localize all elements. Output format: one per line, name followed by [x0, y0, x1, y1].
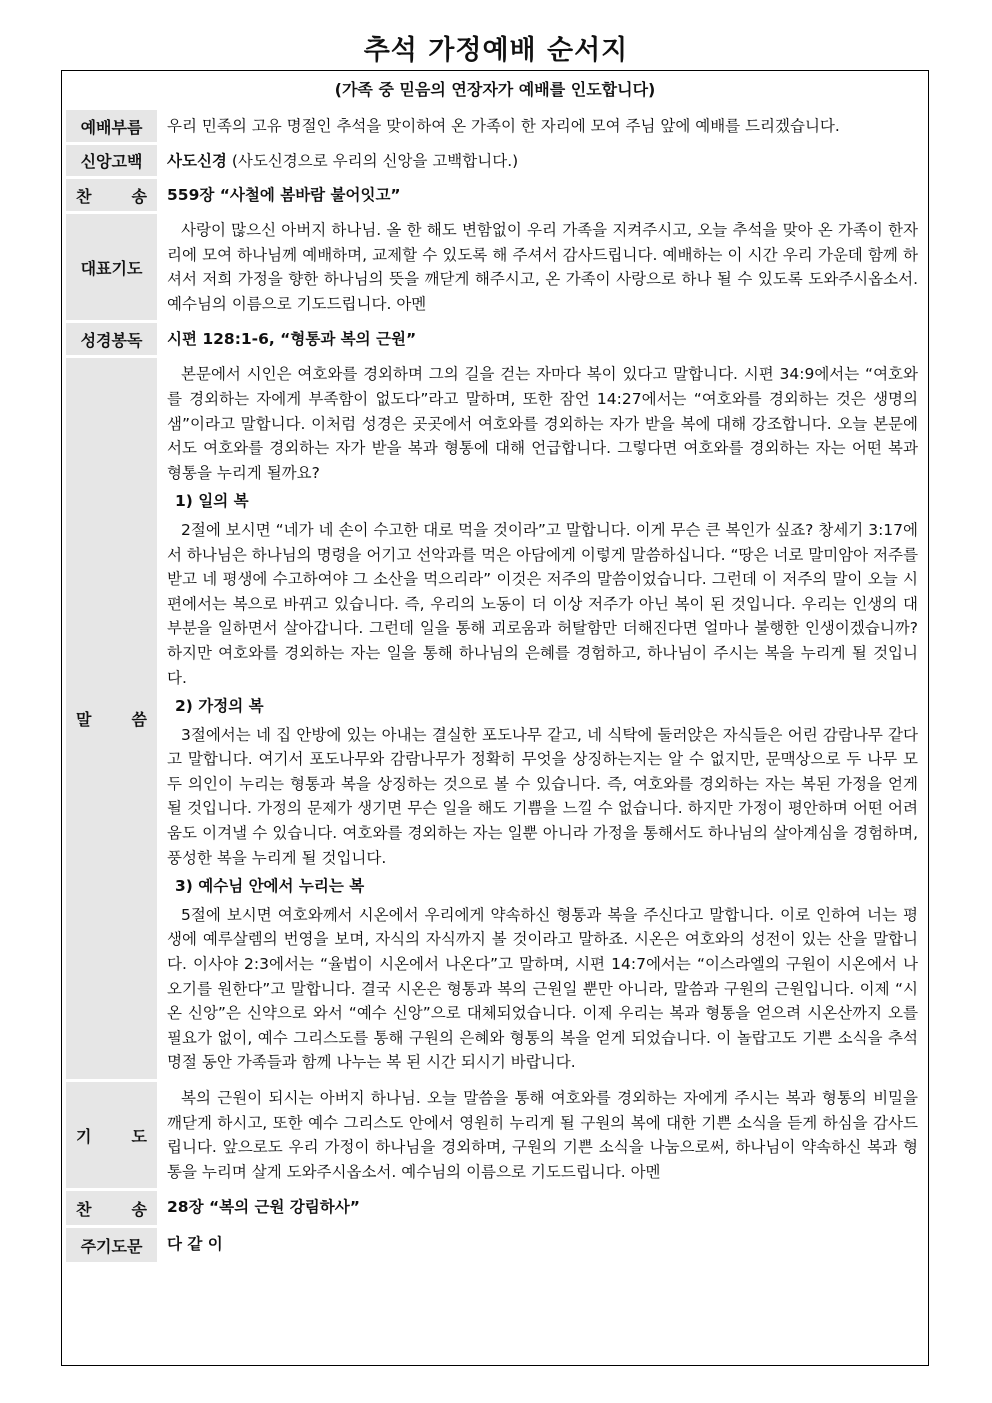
- row-creed: [66, 145, 924, 176]
- row-hymn-2: [66, 1191, 924, 1225]
- section-text: 3절에서는 네 집 안방에 있는 아내는 결실한 포도나무 같고, 네 식탁에 둘러앉은 자식들은 어린 감람나무 같다고 말합니다. 여기서 포도나무와 감람나무가 정확히 무엇을 상징하는지는 알 수 없지만, 문맥상으로 두 나무 모두 의인이 누리는 형통과 복을 상징하는 것으로 볼 수 있습니다. 즉, 여호와를 경외하는 자는 복된 가정을 얻게 될 것입니다. 가정의 문제가 생기면 무슨 일을 해도 기쁨을 느낄 수 없습니다. 하지만 가정이 평안하며 어떤 어려움도 이겨낼 수 있습니다. 여호와를 경외하는 자는 일뿐 아니라 가정을 통해서도 하나님의 살아계심을 경험하며, 풍성한 복을 누리게 될 것입니다.: [167, 725, 918, 867]
- row-label: 성경봉독: [66, 323, 157, 355]
- creed-note: (사도신경으로 우리의 신앙을 고백합니다.): [226, 152, 519, 170]
- label-char: 기: [76, 1126, 92, 1146]
- row-label: 대표기도: [66, 214, 157, 320]
- row-content: 559장 “사철에 봄바람 불어잇고”: [167, 186, 401, 204]
- label-char: 찬: [76, 1199, 92, 1219]
- label-char: 송: [131, 1199, 147, 1219]
- label-char: 찬: [76, 186, 92, 206]
- label-char: 도: [131, 1126, 147, 1146]
- row-label: [66, 179, 157, 211]
- row-sermon: [66, 358, 924, 1079]
- label-char: 말: [76, 710, 92, 730]
- label-char: 씀: [131, 710, 147, 730]
- row-hymn-1: [66, 179, 924, 211]
- row-lords-prayer: [66, 1228, 924, 1262]
- section-text: 5절에 보시면 여호와께서 시온에서 우리에게 약속하신 형통과 복을 주신다고 말합니다. 이로 인하여 너는 평생에 예루살렘의 번영을 보며, 자식의 자식까지 볼 것이라고 말하죠. 시온은 여호와의 성전이 있는 산을 말합니다. 이사야 2:3에서는 “율법이 시온에서 나온다”고 말하며, 시편 14:7에서는 “이스라엘의 구원이 시온에서 나오기를 원한다”고 말합니다. 결국 시온은 형통과 복의 근원일 뿐만 아니라, 말씀과 구원의 근원입니다. 이제 “시온 신앙”은 신약으로 와서 “예수 신앙”으로 대체되었습니다. 이제 우리는 복과 형통을 얻으려 시온산까지 오를 필요가 없이, 예수 그리스도를 통해 구원의 은혜와 형통의 복을 얻게 되었습니다. 이 놀랍고도 기쁜 소식을 추석 명절 동안 가족들과 함께 나누는 복 된 시간 되시기 바랍니다.: [167, 905, 918, 1072]
- row-content: 복의 근원이 되시는 아버지 하나님. 오늘 말씀을 통해 여호와를 경외하는 자에게 주시는 복과 형통의 비밀을 깨닫게 하시고, 또한 예수 그리스도 안에서 영원히 누리게 될 구원의 복에 대한 기쁜 소식을 듣게 하심을 감사드립니다. 앞으로도 우리 가정이 하나님을 경외하며, 구원의 기쁜 소식을 나눔으로써, 하나님이 약속하신 복과 형통을 누리며 살게 도와주시옵소서. 예수님의 이름으로 기도드립니다. 아멘: [167, 1089, 918, 1181]
- row-content: 사랑이 많으신 아버지 하나님. 올 한 해도 변함없이 우리 가족을 지켜주시고, 오늘 추석을 맞아 온 가족이 한자리에 모여 하나님께 예배하며, 교제할 수 있도록 해 주셔서 감사드립니다. 예배하는 이 시간 우리 가운데 함께 하셔서 저희 가정을 향한 하나님의 뜻을 깨닫게 해주시고, 온 가족이 사랑으로 하나 될 수 있도록 도와주시옵소서. 예수님의 이름으로 기도드립니다. 아멘: [167, 221, 918, 313]
- row-label: [66, 1082, 157, 1188]
- row-label: 신앙고백: [66, 145, 157, 176]
- row-content: 28장 “복의 근원 강림하사”: [167, 1198, 360, 1217]
- row-prayer: [66, 1082, 924, 1188]
- row-content: 시편 128:1-6, “형통과 복의 근원”: [167, 330, 417, 349]
- row-label: 예배부름: [66, 110, 157, 142]
- row-call-to-worship: [66, 110, 924, 142]
- row-content: 우리 민족의 고유 명절인 추석을 맞이하여 온 가족이 한 자리에 모여 주님 앞에 예배를 드리겠습니다.: [167, 117, 840, 135]
- label-char: 송: [131, 186, 147, 206]
- subtitle: (가족 중 믿음의 연장자가 예배를 인도합니다): [334, 80, 656, 99]
- section-heading: 3) 예수님 안에서 누리는 복: [175, 877, 365, 896]
- section-heading: 2) 가정의 복: [175, 697, 264, 716]
- section-heading: 1) 일의 복: [175, 492, 249, 511]
- row-representative-prayer: [66, 214, 924, 320]
- sermon-intro: 본문에서 시인은 여호와를 경외하며 그의 길을 걷는 자마다 복이 있다고 말합니다. 시편 34:9에서는 “여호와를 경외하는 자에게 부족함이 없도다”라고 말하며, 또한 잠언 14:27에서는 “여호와를 경외하는 것은 생명의 샘”이라고 말합니다. 이처럼 성경은 곳곳에서 여호와를 경외하는 자가 받을 복에 대해 강조합니다. 오늘 본문에서도 여호와를 경외하는 자가 받을 복과 형통에 대해 언급합니다. 그렇다면 여호와를 경외하는 자는 어떤 복과 형통을 누리게 될까요?: [167, 365, 918, 482]
- row-content: 다 같 이: [167, 1235, 223, 1254]
- row-content: [157, 358, 924, 1079]
- row-content: [157, 145, 924, 176]
- row-label: [66, 358, 157, 1079]
- row-label: 주기도문: [66, 1228, 157, 1262]
- worship-order-table: [61, 70, 929, 1366]
- creed-title: 사도신경: [167, 152, 227, 170]
- row-scripture: [66, 323, 924, 355]
- row-label: [66, 1191, 157, 1225]
- section-text: 2절에 보시면 “네가 네 손이 수고한 대로 먹을 것이라”고 말합니다. 이게 무슨 큰 복인가 싶죠? 창세기 3:17에서 하나님은 하나님의 명령을 어기고 선악과를 먹은 아담에게 이렇게 말씀하십니다. “땅은 너로 말미암아 저주를 받고 네 평생에 수고하여야 그 소산을 먹으리라” 이것은 저주의 말씀이었습니다. 그런데 이 저주의 말이 오늘 시편에서는 복으로 바뀌고 있습니다. 즉, 우리의 노동이 더 이상 저주가 아닌 복이 된 것입니다. 우리는 인생의 대부분을 일하면서 살아갑니다. 그런데 일을 통해 괴로움과 허탈함만 더해진다면 얼마나 불행한 인생이겠습니까? 하지만 여호와를 경외하는 자는 일을 통해 하나님의 은혜를 경험하고, 하나님이 주시는 복을 누리게 될 것입니다.: [167, 520, 918, 687]
- page-title: 추석 가정예배 순서지: [363, 35, 629, 66]
